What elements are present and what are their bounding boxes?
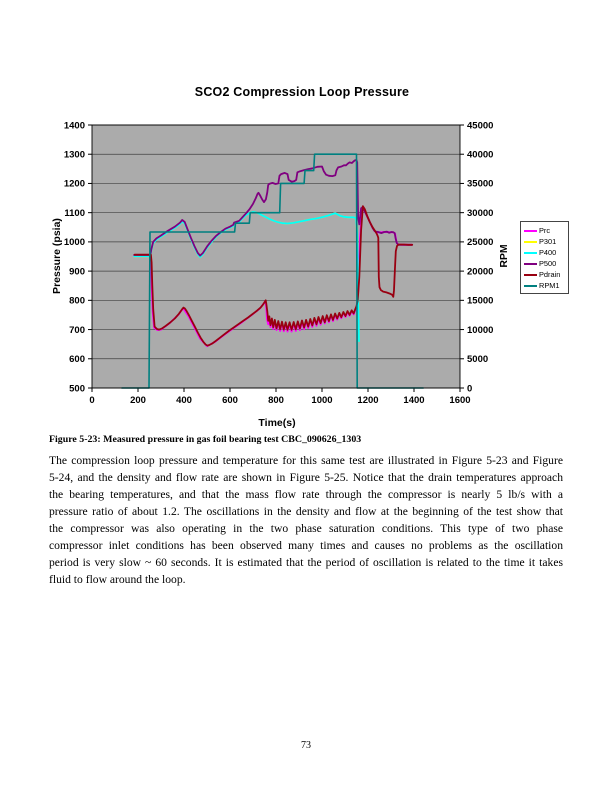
legend-item-P500 xyxy=(524,258,568,269)
chart-title: SCO2 Compression Loop Pressure xyxy=(194,85,410,99)
y-left-tick-label: 900 xyxy=(69,266,85,278)
body-line-8: fluid to flow around the loop. xyxy=(49,573,186,586)
y-left-tick-label: 700 xyxy=(69,324,85,336)
body-paragraph xyxy=(49,452,563,588)
y-axis-title-right: RPM xyxy=(498,244,510,268)
legend-label-Pdrain: Pdrain xyxy=(539,270,561,279)
body-line-1: The compression loop pressure and temperature for this same test are illustrated in Figure 5-23 and Figure xyxy=(49,454,563,467)
x-tick-label: 0 xyxy=(89,395,95,406)
y-right-tick-label: 40000 xyxy=(467,149,494,161)
legend-label-Prc: Prc xyxy=(539,226,551,235)
y-axis-title-left: Pressure (psia) xyxy=(51,218,63,294)
x-tick-label: 1200 xyxy=(357,395,379,406)
legend-swatch-P500 xyxy=(524,263,537,265)
y-right-tick-label: 20000 xyxy=(467,266,494,278)
legend-item-RPM1 xyxy=(524,280,568,291)
y-right-tick-label: 5000 xyxy=(467,354,489,366)
x-tick-label: 1400 xyxy=(403,395,425,406)
x-tick-label: 800 xyxy=(268,395,284,406)
body-line-7: period is very slow ~ 60 seconds. It is estimated that the period of oscillation is related to the time it takes xyxy=(49,556,563,569)
y-left-tick-label: 500 xyxy=(69,383,85,395)
legend-swatch-P301 xyxy=(524,241,537,243)
legend-item-P301 xyxy=(524,236,568,247)
y-right-tick-label: 30000 xyxy=(467,207,494,219)
y-left-tick-label: 600 xyxy=(69,354,85,366)
chart-legend xyxy=(520,221,569,294)
body-line-5: the compressor was also operating in the two phase saturation conditions. This type of two phase xyxy=(49,522,563,535)
legend-swatch-RPM1 xyxy=(524,285,537,287)
y-right-tick-label: 10000 xyxy=(467,324,494,336)
y-left-tick-label: 1000 xyxy=(63,237,85,249)
x-axis-title: Time(s) xyxy=(258,417,296,429)
y-left-tick-label: 1300 xyxy=(63,149,85,161)
x-tick-label: 1600 xyxy=(449,395,471,406)
legend-item-P400 xyxy=(524,247,568,258)
pressure-rpm-chart xyxy=(45,110,580,440)
page-number: 73 xyxy=(301,740,311,751)
legend-item-Prc xyxy=(524,225,568,236)
y-left-tick-label: 1200 xyxy=(63,178,85,190)
body-line-4: pressure ratio of about 1.2. The oscillations in the density and flow at the beginning of the test show that xyxy=(49,505,563,518)
body-line-6: compressor inlet conditions has been observed many times and causes no problems as the oscillation xyxy=(49,539,563,552)
legend-label-RPM1: RPM1 xyxy=(539,281,560,290)
legend-label-P301: P301 xyxy=(539,237,557,246)
y-left-tick-label: 800 xyxy=(69,295,85,307)
legend-swatch-Pdrain xyxy=(524,274,537,276)
y-left-tick-label: 1400 xyxy=(63,120,85,132)
y-right-tick-label: 0 xyxy=(467,383,473,395)
y-right-tick-label: 15000 xyxy=(467,295,494,307)
legend-label-P400: P400 xyxy=(539,248,557,257)
y-right-tick-label: 45000 xyxy=(467,120,494,132)
body-line-3: the bearing temperatures, and that the mass flow rate through the compressor is nearly 5 lb/s with a xyxy=(49,488,563,501)
y-right-tick-label: 35000 xyxy=(467,178,494,190)
y-left-tick-label: 1100 xyxy=(64,207,85,219)
legend-swatch-Prc xyxy=(524,230,537,232)
y-right-tick-label: 25000 xyxy=(467,237,494,249)
x-tick-label: 400 xyxy=(176,395,192,406)
x-tick-label: 600 xyxy=(222,395,238,406)
figure-caption: Figure 5-23: Measured pressure in gas foil bearing test CBC_090626_1303 xyxy=(49,434,362,445)
body-line-2: 5-24, and the density and flow rate are shown in Figure 5-25. Notice that the drain temperatures approach xyxy=(49,471,563,484)
legend-swatch-P400 xyxy=(524,252,537,254)
legend-item-Pdrain xyxy=(524,269,568,280)
legend-label-P500: P500 xyxy=(539,259,557,268)
x-tick-label: 1000 xyxy=(311,395,333,406)
x-tick-label: 200 xyxy=(130,395,146,406)
